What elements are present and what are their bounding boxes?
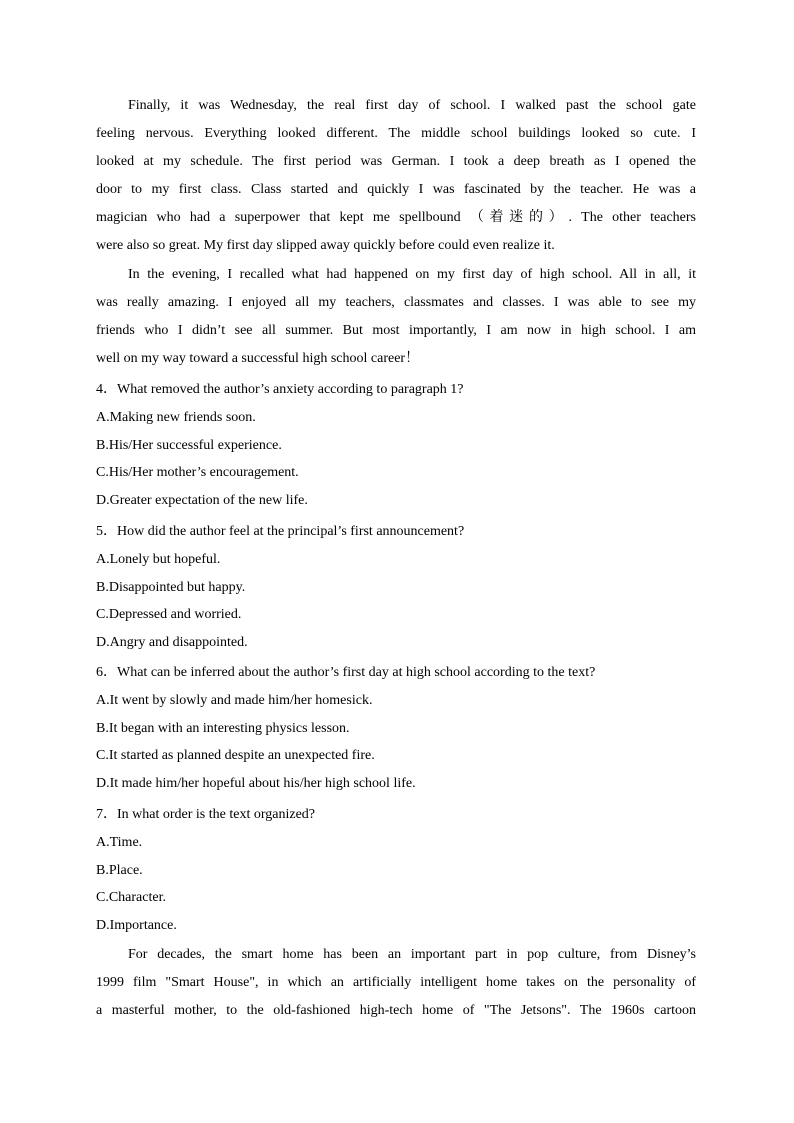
text-line: was really amazing. I enjoyed all my teachers, classmates and classes. I was able to see my — [96, 295, 696, 310]
question-stem: 4．What removed the author’s anxiety according to paragraph 1? — [96, 382, 464, 397]
text-line: friends who I didn’t see all summer. But most importantly, I am now in high school. I am — [96, 323, 696, 338]
text-line: door to my first class. Class started and quickly I was fascinated by the teacher. He was a — [96, 182, 696, 197]
answer-option-a: A.Making new friends soon. — [96, 410, 256, 425]
answer-option-b: B.His/Her successful experience. — [96, 437, 282, 453]
answer-option-d: D.Importance. — [96, 917, 177, 933]
answer-option-c: C.Depressed and worried. — [96, 607, 242, 622]
text-line: feeling nervous. Everything looked different. The middle school buildings looked so cute. I — [96, 126, 696, 141]
question-stem: 6．What can be inferred about the author’s first day at high school according to the text? — [96, 665, 596, 680]
passage-paragraph-1 — [96, 92, 696, 260]
answer-option-b: B.Disappointed but happy. — [96, 579, 246, 595]
answer-option-d: D.Angry and disappointed. — [96, 634, 248, 650]
question-stem: 7．In what order is the text organized? — [96, 807, 316, 822]
text-line: In the evening, I recalled what had happened on my first day of high school. All in all, it — [128, 267, 696, 282]
text-line: a masterful mother, to the old-fashioned high-tech home of "The Jetsons". The 1960s cartoon — [96, 1003, 696, 1018]
text-line: looked at my schedule. The first period was German. I took a deep breath as I opened the — [96, 154, 696, 169]
answer-option-b: B.Place. — [96, 862, 143, 878]
answer-option-c: C.It started as planned despite an unexpected fire. — [96, 748, 375, 763]
text-line: magician who had a superpower that kept me spellbound （着迷的）. The other teachers — [96, 210, 696, 225]
passage-2-paragraph — [96, 941, 696, 1025]
question-6 — [96, 659, 696, 797]
text-line: well on my way toward a successful high school career！ — [96, 351, 420, 366]
passage-paragraph-2 — [96, 261, 696, 373]
text-line: For decades, the smart home has been an important part in pop culture, from Disney’s — [128, 947, 696, 962]
text-line: Finally, it was Wednesday, the real first day of school. I walked past the school gate — [128, 98, 696, 113]
answer-option-c: C.His/Her mother’s encouragement. — [96, 465, 299, 480]
question-5 — [96, 518, 696, 656]
answer-option-b: B.It began with an interesting physics lesson. — [96, 720, 350, 736]
question-7 — [96, 801, 696, 939]
answer-option-a: A.Time. — [96, 835, 143, 850]
question-4 — [96, 376, 696, 514]
text-line: were also so great. My first day slipped away quickly before could even realize it. — [96, 238, 555, 253]
text-line: 1999 film "Smart House", in which an artificially intelligent home takes on the personality of — [96, 975, 696, 990]
answer-option-a: A.Lonely but hopeful. — [96, 552, 221, 567]
question-stem: 5．How did the author feel at the principal’s first announcement? — [96, 524, 465, 539]
answer-option-c: C.Character. — [96, 890, 166, 905]
answer-option-d: D.Greater expectation of the new life. — [96, 492, 308, 508]
answer-option-a: A.It went by slowly and made him/her homesick. — [96, 693, 373, 708]
answer-option-d: D.It made him/her hopeful about his/her high school life. — [96, 775, 416, 791]
